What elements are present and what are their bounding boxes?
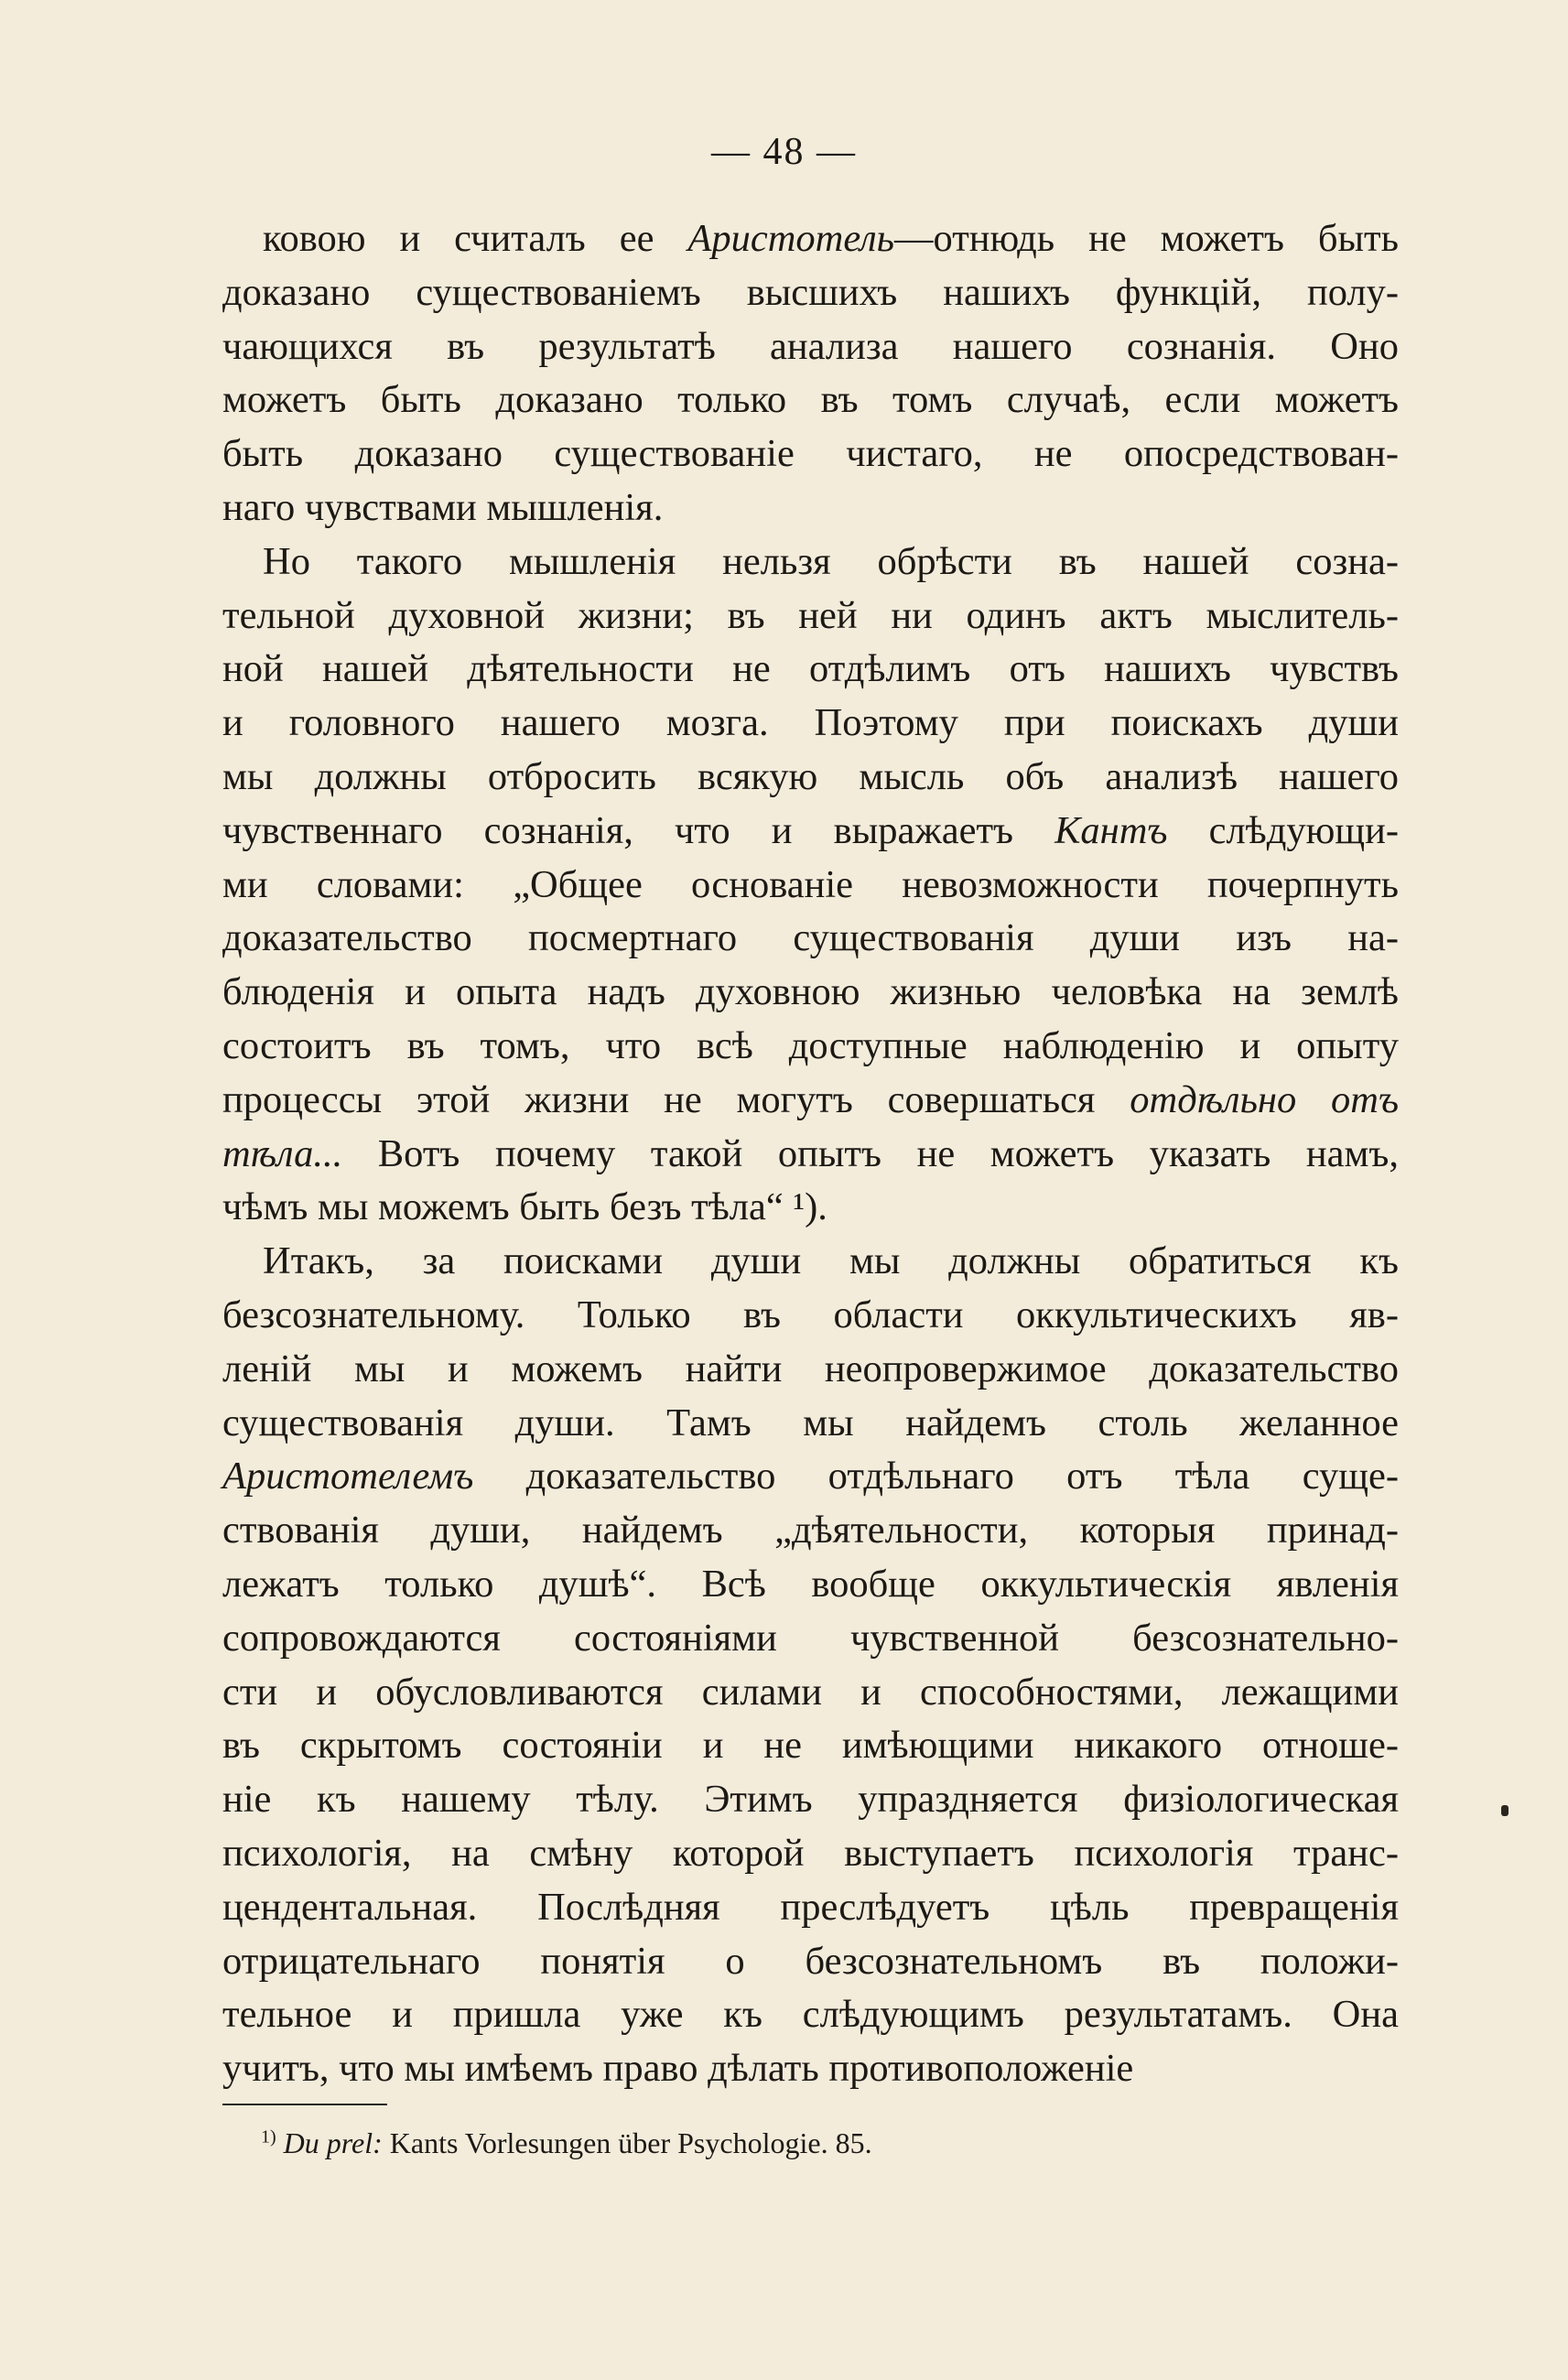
- page-number: — 48 —: [711, 131, 857, 173]
- text-line: [222, 912, 1399, 966]
- text-line: [222, 266, 1399, 320]
- text-line: [222, 1235, 1399, 1289]
- paragraph: [222, 212, 1399, 536]
- footnote-mark: 1): [261, 2126, 276, 2147]
- text-line: [222, 1343, 1399, 1397]
- text-line: [222, 1128, 1399, 1182]
- text-run: наго чувствами мышленія.: [222, 485, 664, 529]
- text-run: ной нашей дѣятельности не отдѣлимъ отъ нашихъ чувствъ: [222, 647, 1399, 691]
- text-run: блюденія и опыта надъ духовною жизнью человѣка на землѣ: [222, 970, 1399, 1014]
- text-run: доказано существованіемъ высшихъ нашихъ функцій, полу-: [222, 270, 1399, 314]
- text-line: [222, 1612, 1399, 1666]
- text-line: [222, 1558, 1399, 1612]
- footnote: [261, 2126, 1359, 2160]
- text-line: [222, 212, 1399, 266]
- text-run: состоитъ въ томъ, что всѣ доступные наблюденію и опыту: [222, 1023, 1399, 1067]
- text-run: Вотъ почему такой опытъ не можетъ указать намъ,: [342, 1131, 1399, 1175]
- text-run: ніе къ нашему тѣлу. Этимъ упраздняется физіологическая: [222, 1778, 1399, 1822]
- text-run: сопровождаются состояніями чувственной безсознательно-: [222, 1616, 1399, 1660]
- text-line: [222, 1289, 1399, 1343]
- text-run: Но такого мышленія нельзя обрѣсти въ нашей созна-: [263, 539, 1399, 583]
- text-line: [222, 373, 1399, 427]
- text-line: [222, 427, 1399, 481]
- text-line: [222, 2042, 1399, 2096]
- text-run: слѣдующи-: [1167, 808, 1399, 852]
- text-run: чѣмъ мы можемъ быть безъ тѣла“ ¹).: [222, 1185, 827, 1229]
- text-line: [222, 1773, 1399, 1827]
- text-run: тельной духовной жизни; въ ней ни одинъ актъ мыслитель-: [222, 593, 1399, 637]
- text-run: доказательство посмертнаго существованія души изъ на-: [222, 916, 1399, 960]
- text-run: сти и обусловливаются силами и способностями, лежащими: [222, 1670, 1399, 1714]
- text-run: психологія, на смѣну которой выступаетъ психологія транс-: [222, 1831, 1399, 1875]
- italic-text: Аристотель: [687, 217, 895, 260]
- text-run: безсознательному. Только въ области оккультическихъ яв-: [222, 1293, 1399, 1336]
- text-line: [222, 859, 1399, 913]
- footnote-rule: [222, 2104, 387, 2105]
- text-line: [222, 697, 1399, 751]
- italic-text: тѣла...: [222, 1131, 343, 1175]
- text-run: ковою и считалъ ее: [263, 217, 688, 260]
- text-line: [222, 643, 1399, 697]
- text-run: въ скрытомъ состояніи и не имѣющими никакого отноше-: [222, 1724, 1399, 1768]
- text-run: быть доказано существованіе чистаго, не опосредствован-: [222, 432, 1399, 476]
- text-line: [222, 1450, 1399, 1504]
- text-run: существованія души. Тамъ мы найдемъ столь желанное: [222, 1401, 1399, 1444]
- italic-text: Кантъ: [1054, 808, 1168, 852]
- text-run: цендентальная. Послѣдняя преслѣдуетъ цѣль превращенія: [222, 1885, 1399, 1929]
- text-line: [222, 481, 1399, 536]
- footnote-text: Kants Vorlesungen über Psychologie. 85.: [382, 2126, 872, 2159]
- text-line: [222, 536, 1399, 590]
- italic-text: Аристотелемъ: [222, 1455, 474, 1498]
- text-line: [222, 966, 1399, 1020]
- text-run: чувственнаго сознанія, что и выражаетъ: [222, 808, 1055, 852]
- text-run: мы должны отбросить всякую мысль объ анализѣ нашего: [222, 754, 1399, 798]
- paragraph: [222, 536, 1399, 1235]
- text-line: [222, 590, 1399, 644]
- text-run: учитъ, что мы имѣемъ право дѣлать противоположеніе: [222, 2047, 1134, 2091]
- text-run: Итакъ, за поисками души мы должны обратиться къ: [263, 1239, 1399, 1283]
- text-line: [222, 1827, 1399, 1881]
- footnote-author: Du prel:: [283, 2126, 383, 2159]
- text-line: [222, 751, 1399, 805]
- text-run: лежатъ только душѣ“. Всѣ вообще оккультическія явленія: [222, 1562, 1399, 1606]
- text-line: [222, 805, 1399, 859]
- text-run: леній мы и можемъ найти неопровержимое доказательство: [222, 1347, 1399, 1390]
- body-text: [222, 212, 1399, 2096]
- text-run: ми словами: „Общее основаніе невозможности почерпнуть: [222, 862, 1399, 906]
- text-run: доказательство отдѣльнаго отъ тѣла суще-: [473, 1455, 1399, 1498]
- text-line: [222, 1719, 1399, 1773]
- text-line: [222, 1074, 1399, 1128]
- text-run: можетъ быть доказано только въ томъ случаѣ, если можетъ: [222, 378, 1399, 422]
- text-run: тельное и пришла уже къ слѣдующимъ результатамъ. Она: [222, 1993, 1399, 2037]
- text-line: [222, 1397, 1399, 1451]
- text-line: [222, 1504, 1399, 1558]
- text-run: процессы этой жизни не могутъ совершаться: [222, 1077, 1130, 1121]
- text-run: и головного нашего мозга. Поэтому при поискахъ души: [222, 701, 1399, 745]
- text-line: [222, 1666, 1399, 1720]
- text-line: [222, 1181, 1399, 1235]
- text-line: [222, 1020, 1399, 1074]
- text-line: [222, 320, 1399, 374]
- ink-speck: [1501, 1805, 1509, 1816]
- text-run: ствованія души, найдемъ „дѣятельности, которыя принад-: [222, 1509, 1399, 1552]
- text-line: [222, 1881, 1399, 1935]
- text-line: [222, 1935, 1399, 1989]
- text-run: чающихся въ результатѣ анализа нашего сознанія. Оно: [222, 324, 1399, 368]
- paragraph: [222, 1235, 1399, 2096]
- italic-text: отдѣльно отъ: [1130, 1077, 1400, 1121]
- text-run: —отнюдь не можетъ быть: [894, 217, 1399, 260]
- text-line: [222, 1988, 1399, 2042]
- text-run: отрицательнаго понятія о безсознательномъ въ положи-: [222, 1939, 1399, 1983]
